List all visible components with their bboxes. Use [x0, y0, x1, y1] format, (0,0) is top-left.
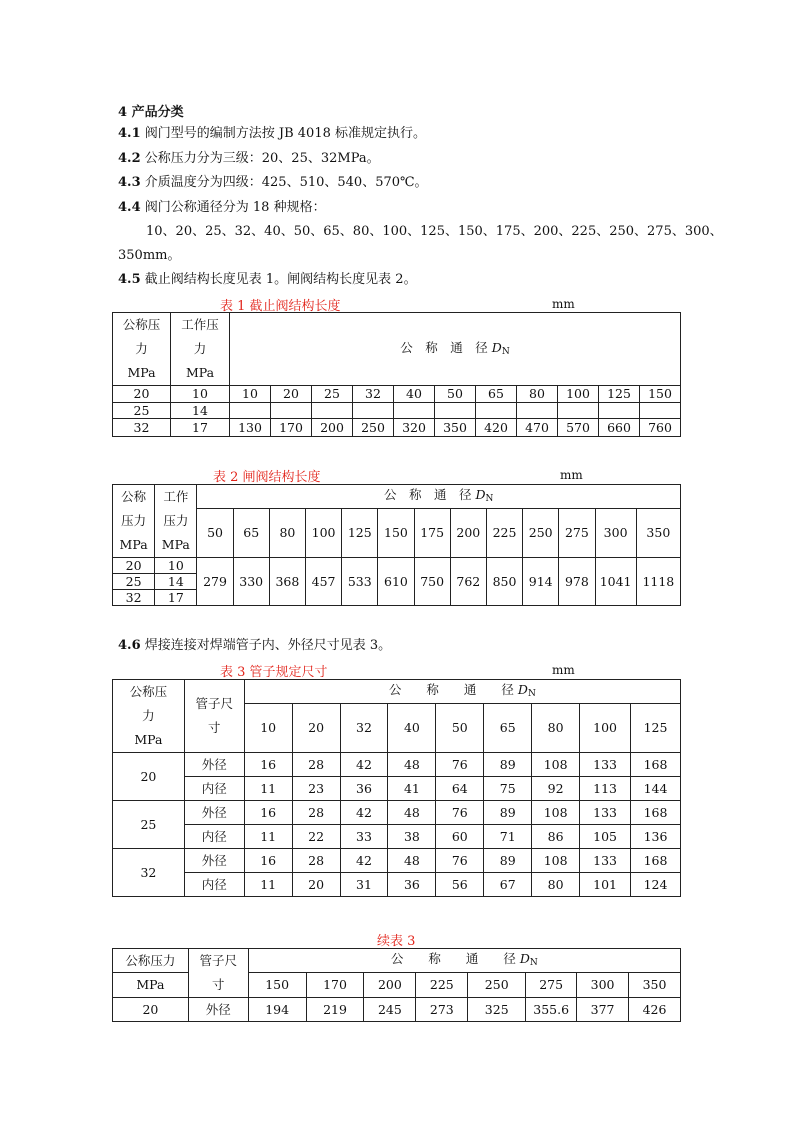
table3b	[112, 948, 681, 1022]
table1-dn-cell: 50	[435, 386, 476, 403]
table1-unit: mm	[552, 297, 575, 311]
table3-pn: 25	[113, 801, 185, 849]
table3-pn: 20	[113, 753, 185, 801]
table2-pn: 25	[113, 574, 155, 590]
para-4-5: 4.5 截止阀结构长度见表 1。闸阀结构长度见表 2。	[118, 272, 417, 287]
table2-header-pn: 公称 压力 MPa	[113, 485, 155, 558]
table3-od-cell: 168	[631, 801, 681, 825]
table3b-dn-cell: 300	[577, 973, 629, 998]
table2-length-cell: 750	[414, 558, 450, 606]
table3-od-cell: 42	[340, 753, 388, 777]
table3-id-cell: 36	[340, 777, 388, 801]
table2-dn-cell: 100	[306, 509, 342, 558]
table1-dn-cell: 65	[476, 386, 517, 403]
table3-od-cell: 133	[580, 801, 631, 825]
table3-id-cell: 75	[484, 777, 532, 801]
table3-dn-cell: 100	[580, 704, 631, 753]
table3-id-cell: 23	[292, 777, 340, 801]
table3-od-cell: 76	[436, 849, 484, 873]
table1-length-cell: 250	[353, 419, 394, 437]
table1-dn-cell: 125	[599, 386, 640, 403]
table1-pn: 32	[113, 419, 171, 437]
table3b-od-cell: 273	[416, 998, 468, 1022]
table1-length-cell: 660	[599, 419, 640, 437]
table1-length-cell: 320	[394, 419, 435, 437]
table3-od-cell: 108	[532, 753, 580, 777]
table3b-od-cell: 325	[468, 998, 526, 1022]
table3-pn: 32	[113, 849, 185, 897]
table3-caption: 表 3 管子规定尺寸	[220, 665, 328, 680]
table2-length-cell: 533	[342, 558, 378, 606]
table3-od-cell: 48	[388, 849, 436, 873]
table1-length-cell: 760	[640, 419, 681, 437]
table1-empty-cell	[558, 403, 599, 419]
table3-id-cell: 20	[292, 873, 340, 897]
table3-od-cell: 168	[631, 753, 681, 777]
para-4-3: 4.3 介质温度分为四级：425、510、540、570℃。	[118, 175, 428, 190]
table3-id-cell: 31	[340, 873, 388, 897]
table3b-dn-cell: 350	[629, 973, 681, 998]
table1-length-cell: 130	[230, 419, 271, 437]
table3-id-cell: 113	[580, 777, 631, 801]
table3b-od-cell: 426	[629, 998, 681, 1022]
table3-id-cell: 33	[340, 825, 388, 849]
table2	[112, 484, 681, 606]
table2-length-cell: 610	[378, 558, 414, 606]
table1-empty-cell	[435, 403, 476, 419]
table3-unit: mm	[552, 663, 575, 677]
table3-od-cell: 76	[436, 753, 484, 777]
table3-dn-cell: 80	[532, 704, 580, 753]
table3-od-cell: 42	[340, 849, 388, 873]
table3-od-cell: 28	[292, 753, 340, 777]
table1-dn-cell: 40	[394, 386, 435, 403]
table3-od-cell: 16	[244, 801, 292, 825]
table3-label-id: 内径	[184, 777, 244, 801]
table2-dn-cell: 300	[595, 509, 636, 558]
table3-dn-cell: 40	[388, 704, 436, 753]
table2-dn-cell: 350	[636, 509, 680, 558]
table3-id-cell: 11	[244, 777, 292, 801]
table3-label-od: 外径	[184, 753, 244, 777]
table3-header-pn: 公称压 力 MPa	[113, 680, 185, 753]
para-4-2: 4.2 公称压力分为三级：20、25、32MPa。	[118, 151, 380, 166]
table3-header-dn: 公 称 通 径 $D_N$	[244, 680, 680, 704]
table2-length-cell: 1118	[636, 558, 680, 606]
table1-length-cell: 200	[312, 419, 353, 437]
table2-dn-cell: 175	[414, 509, 450, 558]
table2-dn-cell: 150	[378, 509, 414, 558]
table1-wp: 14	[171, 403, 230, 419]
table3b-dn-cell: 170	[306, 973, 364, 998]
para-4-6: 4.6 焊接连接对焊端管子内、外径尺寸见表 3。	[118, 638, 392, 653]
table3b-od-cell: 219	[306, 998, 364, 1022]
table1-length-cell: 420	[476, 419, 517, 437]
table1-pn: 25	[113, 403, 171, 419]
table1-empty-cell	[230, 403, 271, 419]
table2-length-cell: 1041	[595, 558, 636, 606]
table3-od-cell: 76	[436, 801, 484, 825]
table3b-dn-cell: 275	[526, 973, 577, 998]
table3b-dn-cell: 200	[364, 973, 416, 998]
table1-caption: 表 1 截止阀结构长度	[220, 299, 341, 314]
table1-dn-cell: 20	[271, 386, 312, 403]
table2-header-wp: 工作 压力 MPa	[155, 485, 197, 558]
table3-dn-cell: 65	[484, 704, 532, 753]
table1-empty-cell	[476, 403, 517, 419]
table1-header-pn: 公称压 力 MPa	[113, 313, 171, 386]
table2-length-cell: 762	[450, 558, 486, 606]
table3-label-od: 外径	[184, 849, 244, 873]
table1-wp: 10	[171, 386, 230, 403]
table3b-pn: 20	[113, 998, 189, 1022]
table3b-dn-cell: 150	[248, 973, 306, 998]
table3-od-cell: 48	[388, 753, 436, 777]
table2-dn-cell: 80	[269, 509, 305, 558]
table2-length-cell: 368	[269, 558, 305, 606]
table3-dn-cell: 32	[340, 704, 388, 753]
table3-od-cell: 16	[244, 849, 292, 873]
table3-id-cell: 92	[532, 777, 580, 801]
table3-od-cell: 108	[532, 801, 580, 825]
table3-od-cell: 16	[244, 753, 292, 777]
table3b-od-cell: 377	[577, 998, 629, 1022]
table1-empty-cell	[517, 403, 558, 419]
section-heading: 4 产品分类	[118, 105, 184, 120]
table3b-od-cell: 194	[248, 998, 306, 1022]
table1-dn-cell: 32	[353, 386, 394, 403]
table3b-label-od: 外径	[188, 998, 248, 1022]
table1-empty-cell	[271, 403, 312, 419]
table2-dn-cell: 250	[523, 509, 559, 558]
table2-dn-cell: 125	[342, 509, 378, 558]
table1-length-cell: 470	[517, 419, 558, 437]
table2-pn: 32	[113, 590, 155, 606]
table3-id-cell: 124	[631, 873, 681, 897]
table3-id-cell: 56	[436, 873, 484, 897]
table1-length-cell: 570	[558, 419, 599, 437]
table3-label-id: 内径	[184, 825, 244, 849]
table3-label-id: 内径	[184, 873, 244, 897]
table3-id-cell: 64	[436, 777, 484, 801]
table2-caption: 表 2 闸阀结构长度	[213, 470, 321, 485]
para-4-4-list: 10、20、25、32、40、50、65、80、100、125、150、175、200、225、250、275、300、	[146, 224, 723, 239]
table3b-od-cell: 355.6	[526, 998, 577, 1022]
table2-dn-cell: 275	[559, 509, 595, 558]
table2-wp: 14	[155, 574, 197, 590]
table3-dn-cell: 125	[631, 704, 681, 753]
table1-dn-cell: 100	[558, 386, 599, 403]
table3-dn-cell: 10	[244, 704, 292, 753]
table2-length-cell: 850	[486, 558, 522, 606]
table3-id-cell: 11	[244, 825, 292, 849]
table1-length-cell: 170	[271, 419, 312, 437]
table2-dn-cell: 65	[233, 509, 269, 558]
table3b-header-pn-unit: MPa	[113, 973, 189, 998]
table3-dn-cell: 50	[436, 704, 484, 753]
para-4-4-list-end: 350mm。	[118, 248, 181, 263]
table3-id-cell: 86	[532, 825, 580, 849]
table2-dn-cell: 50	[197, 509, 233, 558]
table3b-caption: 续表 3	[377, 934, 416, 949]
table1-empty-cell	[640, 403, 681, 419]
table3-id-cell: 22	[292, 825, 340, 849]
table1-empty-cell	[394, 403, 435, 419]
table3-id-cell: 71	[484, 825, 532, 849]
table3-id-cell: 11	[244, 873, 292, 897]
table3-od-cell: 28	[292, 801, 340, 825]
table3b-od-cell: 245	[364, 998, 416, 1022]
table3-header-size: 管子尺 寸	[184, 680, 244, 753]
table3b-header-pn: 公称压力	[113, 949, 189, 973]
table1-empty-cell	[599, 403, 640, 419]
table3-od-cell: 48	[388, 801, 436, 825]
table3-id-cell: 67	[484, 873, 532, 897]
table3-id-cell: 60	[436, 825, 484, 849]
table3-label-od: 外径	[184, 801, 244, 825]
table1	[112, 312, 681, 437]
table1-length-cell: 350	[435, 419, 476, 437]
table3-od-cell: 89	[484, 801, 532, 825]
table2-header-dn: 公 称 通 径 $D_N$	[197, 485, 681, 509]
table2-dn-cell: 200	[450, 509, 486, 558]
table2-length-cell: 978	[559, 558, 595, 606]
table3b-dn-cell: 225	[416, 973, 468, 998]
table3-od-cell: 89	[484, 849, 532, 873]
table3-id-cell: 101	[580, 873, 631, 897]
table3-id-cell: 38	[388, 825, 436, 849]
table3b-header-size: 管子尺 寸	[188, 949, 248, 998]
table1-dn-cell: 25	[312, 386, 353, 403]
table3-od-cell: 42	[340, 801, 388, 825]
table3-id-cell: 36	[388, 873, 436, 897]
table2-dn-cell: 225	[486, 509, 522, 558]
table2-unit: mm	[560, 468, 583, 482]
table3-id-cell: 80	[532, 873, 580, 897]
table1-dn-cell: 80	[517, 386, 558, 403]
table1-pn: 20	[113, 386, 171, 403]
table1-header-wp: 工作压 力 MPa	[171, 313, 230, 386]
table2-length-cell: 279	[197, 558, 233, 606]
table1-wp: 17	[171, 419, 230, 437]
table1-dn-cell: 150	[640, 386, 681, 403]
table3-id-cell: 136	[631, 825, 681, 849]
table2-length-cell: 330	[233, 558, 269, 606]
table3-od-cell: 28	[292, 849, 340, 873]
table2-pn: 20	[113, 558, 155, 574]
table3b-header-dn: 公 称 通 径 $D_N$	[248, 949, 680, 973]
table3-od-cell: 168	[631, 849, 681, 873]
table1-empty-cell	[353, 403, 394, 419]
table3-id-cell: 105	[580, 825, 631, 849]
table2-length-cell: 457	[306, 558, 342, 606]
table2-wp: 17	[155, 590, 197, 606]
table3-od-cell: 89	[484, 753, 532, 777]
table3-id-cell: 144	[631, 777, 681, 801]
table3-id-cell: 41	[388, 777, 436, 801]
para-4-4: 4.4 阀门公称通径分为 18 种规格：	[118, 200, 326, 215]
para-4-1: 4.1 阀门型号的编制方法按 JB 4018 标准规定执行。	[118, 126, 427, 141]
table3-od-cell: 108	[532, 849, 580, 873]
table1-header-dn: 公 称 通 径 $D_N$	[230, 313, 681, 386]
table3-dn-cell: 20	[292, 704, 340, 753]
table2-wp: 10	[155, 558, 197, 574]
table1-empty-cell	[312, 403, 353, 419]
table3-od-cell: 133	[580, 849, 631, 873]
table3b-dn-cell: 250	[468, 973, 526, 998]
table2-length-cell: 914	[523, 558, 559, 606]
table3-od-cell: 133	[580, 753, 631, 777]
table1-dn-cell: 10	[230, 386, 271, 403]
table3	[112, 679, 681, 897]
